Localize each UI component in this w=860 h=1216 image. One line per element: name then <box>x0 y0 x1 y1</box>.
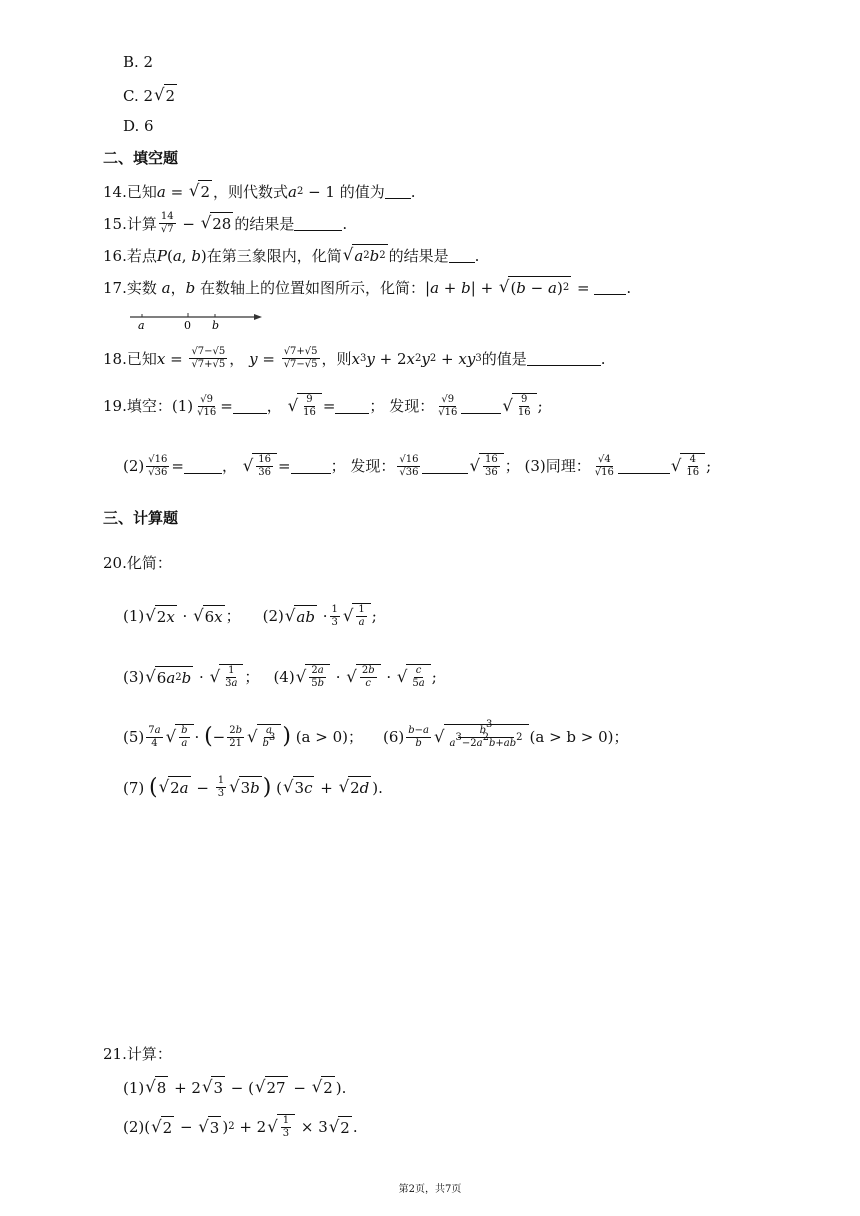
question-20-item-5-6: (5) 7a 4 √ b a · ( − 2b 21 √ a $b^3$ ) (a > 0)； (6) b−a b √ $b^3$ $a^3-2a^2b+ab^2$ (a > b > 0)； <box>123 719 629 749</box>
question-14: 14.已知 a = √ 2 ，则代数式 a 2 − 1 的值为 . <box>103 181 416 201</box>
option-d: D. 6 <box>123 117 154 135</box>
numberline-label-a: a <box>138 319 145 331</box>
page-footer: 第2页，共7页 <box>398 1184 462 1195</box>
question-20-item-3-4: (3) √ 6 a 2 b · √ 1 3a ； (4) √ 2a 5b · √ 2b c · √ c 5a ; <box>123 665 437 689</box>
question-20-item-1-2: (1) √ 2 x · √ 6 x ； (2) √ ab · 1 3 √ 1 a ; <box>123 603 377 628</box>
number-line <box>128 309 264 331</box>
numberline-label-b: b <box>212 319 220 331</box>
option-b: B. 2 <box>123 53 154 71</box>
question-20-item-7: (7) ( √ 2 a − 1 3 √ 3 b ) ( √ 3 c + √ 2 d ). <box>123 774 383 800</box>
question-21-item-1: (1) √ 8 + 2 √ 3 − ( √ 27 − √ 2 ). <box>123 1077 347 1097</box>
question-21-title: 21.计算： <box>103 1045 172 1063</box>
section-calc-title: 三、计算题 <box>103 509 179 527</box>
question-19-part1: 19.填空：(1) √9 √16 = ， √ 9 16 = ； 发现： √9 √16 √ 9 16 ; <box>103 393 543 418</box>
question-21-item-2: (2)( √ 2 − √ 3 ) 2 + 2 √ 1 3 × 3 √ 2 . <box>123 1115 358 1139</box>
question-17: 17.实数 a ， b 在数轴上的位置如图所示，化简： | a + b | + √ ( b − a ) 2 = . <box>103 277 632 297</box>
option-c: C. 2 √ 2 <box>123 85 176 105</box>
question-16: 16.若点 P ( a , b ) 在第三象限内，化简 √ a 2 b 2 的结果是 . <box>103 245 480 265</box>
question-19-part2: (2) √16 √36 = ， √ 16 36 = ； 发现： √16 √36 √ 16 36 ； (3)同理： √4 √16 √ 4 16 ; <box>123 453 712 478</box>
section-fill-title: 二、填空题 <box>103 149 179 167</box>
numberline-label-0: 0 <box>184 319 191 331</box>
question-18: 18.已知 x = √7−√5 √7+√5 ， y = √7+√5 √7−√5 ，则 x 3 y + 2 x 2 y 2 + x y 3 的值是 . <box>103 346 606 370</box>
question-20-title: 20.化简： <box>103 554 172 572</box>
question-15: 15.计算 14 √7 − √ 28 的结果是 . <box>103 211 348 235</box>
